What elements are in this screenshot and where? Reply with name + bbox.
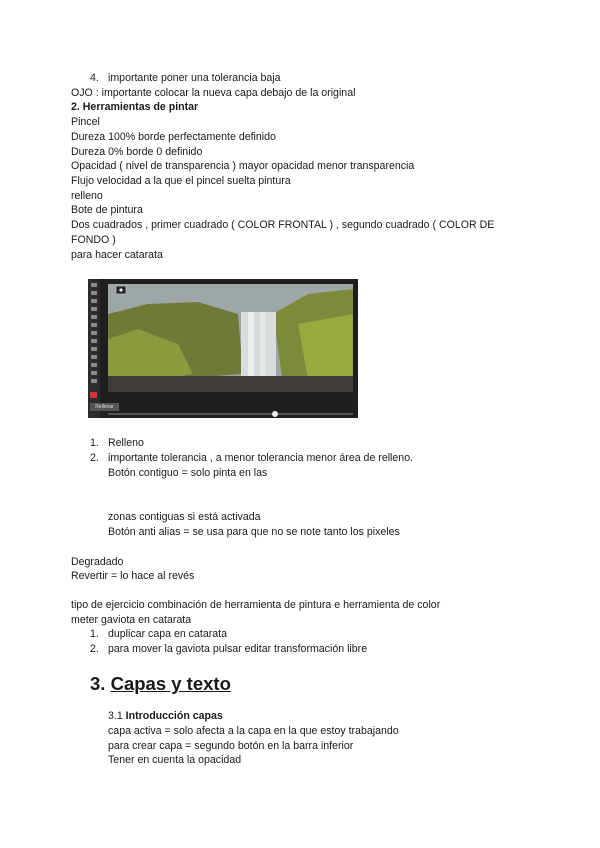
list-item: Relleno: [108, 437, 144, 449]
text-line: relleno: [71, 190, 103, 202]
text-line: Degradado: [71, 556, 124, 568]
text-line: capa activa = solo afecta a la capa en la que estoy trabajando: [108, 725, 399, 737]
text-line: Pincel: [71, 116, 100, 128]
text-line: Botón contiguo = solo pinta en las: [108, 467, 268, 479]
section-heading: 2. Herramientas de pintar: [71, 101, 199, 113]
subheading-number: 3.1: [108, 710, 126, 722]
text-line: Opacidad ( nivel de transparencia ) mayor opacidad menor transparencia: [71, 160, 415, 172]
subheading-title: Introducción capas: [125, 710, 223, 722]
text-line: para hacer catarata: [71, 249, 163, 261]
list-item: para mover la gaviota pulsar editar transformación libre: [108, 643, 368, 655]
text-line: Dureza 0% borde 0 definido: [71, 146, 203, 158]
heading-capas-y-texto: [90, 673, 231, 695]
text-line: Dureza 100% borde perfectamente definido: [71, 131, 276, 143]
text-line: Tener en cuenta la opacidad: [108, 754, 242, 766]
list-item: importante tolerancia , a menor tolerancia menor área de relleno.: [108, 452, 414, 464]
list-number: 2.: [90, 452, 99, 464]
text-line: Revertir = lo hace al revés: [71, 570, 195, 582]
scrub-bar[interactable]: [108, 413, 353, 415]
text-line: tipo de ejercicio combinación de herramienta de pintura e herramienta de color: [71, 599, 441, 611]
text-line: FONDO ): [71, 234, 116, 246]
text-line: para crear capa = segundo botón en la barra inferior: [108, 740, 354, 752]
text-line: OJO : importante colocar la nueva capa debajo de la original: [71, 87, 356, 99]
subheading: [108, 710, 223, 723]
text-line: Dos cuadrados , primer cuadrado ( COLOR FRONTAL ) , segundo cuadrado ( COLOR DE: [71, 219, 495, 231]
foreground-color-swatch[interactable]: [90, 392, 97, 398]
list-item: duplicar capa en catarata: [108, 628, 227, 640]
heading-number: 3.: [90, 673, 106, 694]
text-line: Bote de pintura: [71, 204, 143, 216]
text-line: meter gaviota en catarata: [71, 614, 192, 626]
list-number: 1.: [90, 628, 99, 640]
text-line: importante poner una tolerancia baja: [108, 72, 281, 84]
list-number: 2.: [90, 643, 99, 655]
scrub-knob[interactable]: [272, 411, 278, 417]
waterfall-photo: [108, 284, 353, 392]
tool-tooltip: Rellenar: [90, 403, 119, 411]
text-line: Flujo velocidad a la que el pincel suelta pintura: [71, 175, 291, 187]
waterfall-screenshot: [88, 279, 358, 418]
list-number: 1.: [90, 437, 99, 449]
list-number: 4.: [90, 72, 99, 84]
text-line: zonas contiguas si está activada: [108, 511, 261, 523]
heading-title: Capas y texto: [110, 673, 231, 694]
text-line: Botón anti alias = se usa para que no se note tanto los pixeles: [108, 526, 400, 538]
